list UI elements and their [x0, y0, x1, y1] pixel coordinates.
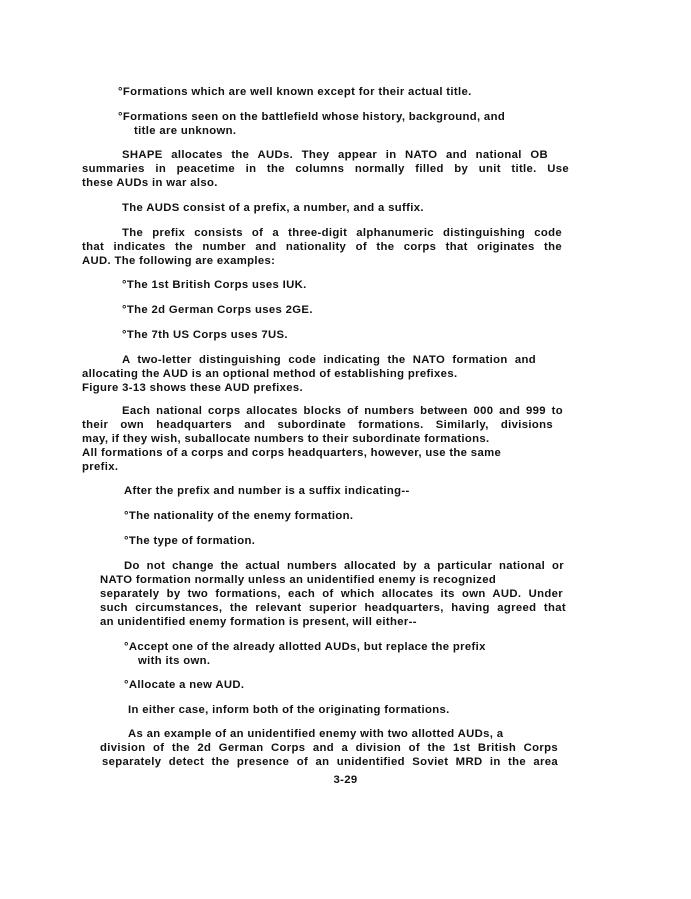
para-two-letter-line-1: A two-letter distinguishing code indicating the NATO formation and: [122, 354, 536, 366]
bullet-known-formations: °Formations which are well known except for their actual title.: [118, 86, 472, 98]
para-shape-line-3: these AUDs in war also.: [82, 177, 218, 189]
bullet-example-german: °The 2d German Corps uses 2GE.: [122, 304, 313, 316]
page-number: 3-29: [333, 774, 358, 786]
para-two-letter-line-2: allocating the AUD is an optional method of establishing prefixes.: [82, 368, 458, 380]
para-national-line-5: prefix.: [82, 461, 119, 473]
para-auds-consist: The AUDS consist of a prefix, a number, and a suffix.: [122, 202, 424, 214]
para-two-letter-line-3: Figure 3-13 shows these AUD prefixes.: [82, 382, 303, 394]
para-shape-line-1: SHAPE allocates the AUDs. They appear in NATO and national OB: [122, 149, 548, 161]
para-prefix-line-2: that indicates the number and nationality of the corps that originates the: [82, 241, 562, 253]
para-national-line-3: may, if they wish, suballocate numbers to their subordinate formations.: [82, 433, 490, 445]
para-either-case: In either case, inform both of the originating formations.: [128, 704, 450, 716]
para-national-line-1: Each national corps allocates blocks of numbers between 000 and 999 to: [122, 405, 563, 417]
bullet-nationality: °The nationality of the enemy formation.: [124, 510, 354, 522]
para-change-line-1: Do not change the actual numbers allocated by a particular national or: [124, 560, 564, 572]
bullet-battlefield-formations: °Formations seen on the battlefield whose history, background, and: [118, 111, 506, 123]
para-change-line-3: separately by two formations, each of which allocates its own AUD. Under: [100, 588, 563, 600]
para-national-line-2: their own headquarters and subordinate formations. Similarly, divisions: [82, 419, 553, 431]
bullet-battlefield-formations-cont: title are unknown.: [134, 125, 237, 137]
para-change-line-4: such circumstances, the relevant superior headquarters, having agreed that: [100, 602, 566, 614]
bullet-example-us: °The 7th US Corps uses 7US.: [122, 329, 288, 341]
bullet-example-british: °The 1st British Corps uses IUK.: [122, 279, 307, 291]
bullet-allocate: °Allocate a new AUD.: [124, 679, 245, 691]
para-suffix: After the prefix and number is a suffix indicating--: [124, 485, 410, 497]
bullet-accept-cont: with its own.: [138, 655, 211, 667]
para-shape-line-2: summaries in peacetime in the columns normally filled by unit title. Use: [82, 163, 569, 175]
para-example-line-3: separately detect the presence of an unidentified Soviet MRD in the area: [102, 756, 558, 768]
para-example-line-2: division of the 2d German Corps and a division of the 1st British Corps: [100, 742, 558, 754]
para-example-line-1: As an example of an unidentified enemy with two allotted AUDs, a: [128, 728, 504, 740]
para-prefix-line-3: AUD. The following are examples:: [82, 255, 276, 267]
para-national-line-4: All formations of a corps and corps headquarters, however, use the same: [82, 447, 502, 459]
para-change-line-5: an unidentified enemy formation is present, will either--: [100, 616, 417, 628]
bullet-type: °The type of formation.: [124, 535, 256, 547]
bullet-accept: °Accept one of the already allotted AUDs, but replace the prefix: [124, 641, 486, 653]
para-change-line-2: NATO formation normally unless an unidentified enemy is recognized: [100, 574, 497, 586]
para-prefix-line-1: The prefix consists of a three-digit alphanumeric distinguishing code: [122, 227, 562, 239]
